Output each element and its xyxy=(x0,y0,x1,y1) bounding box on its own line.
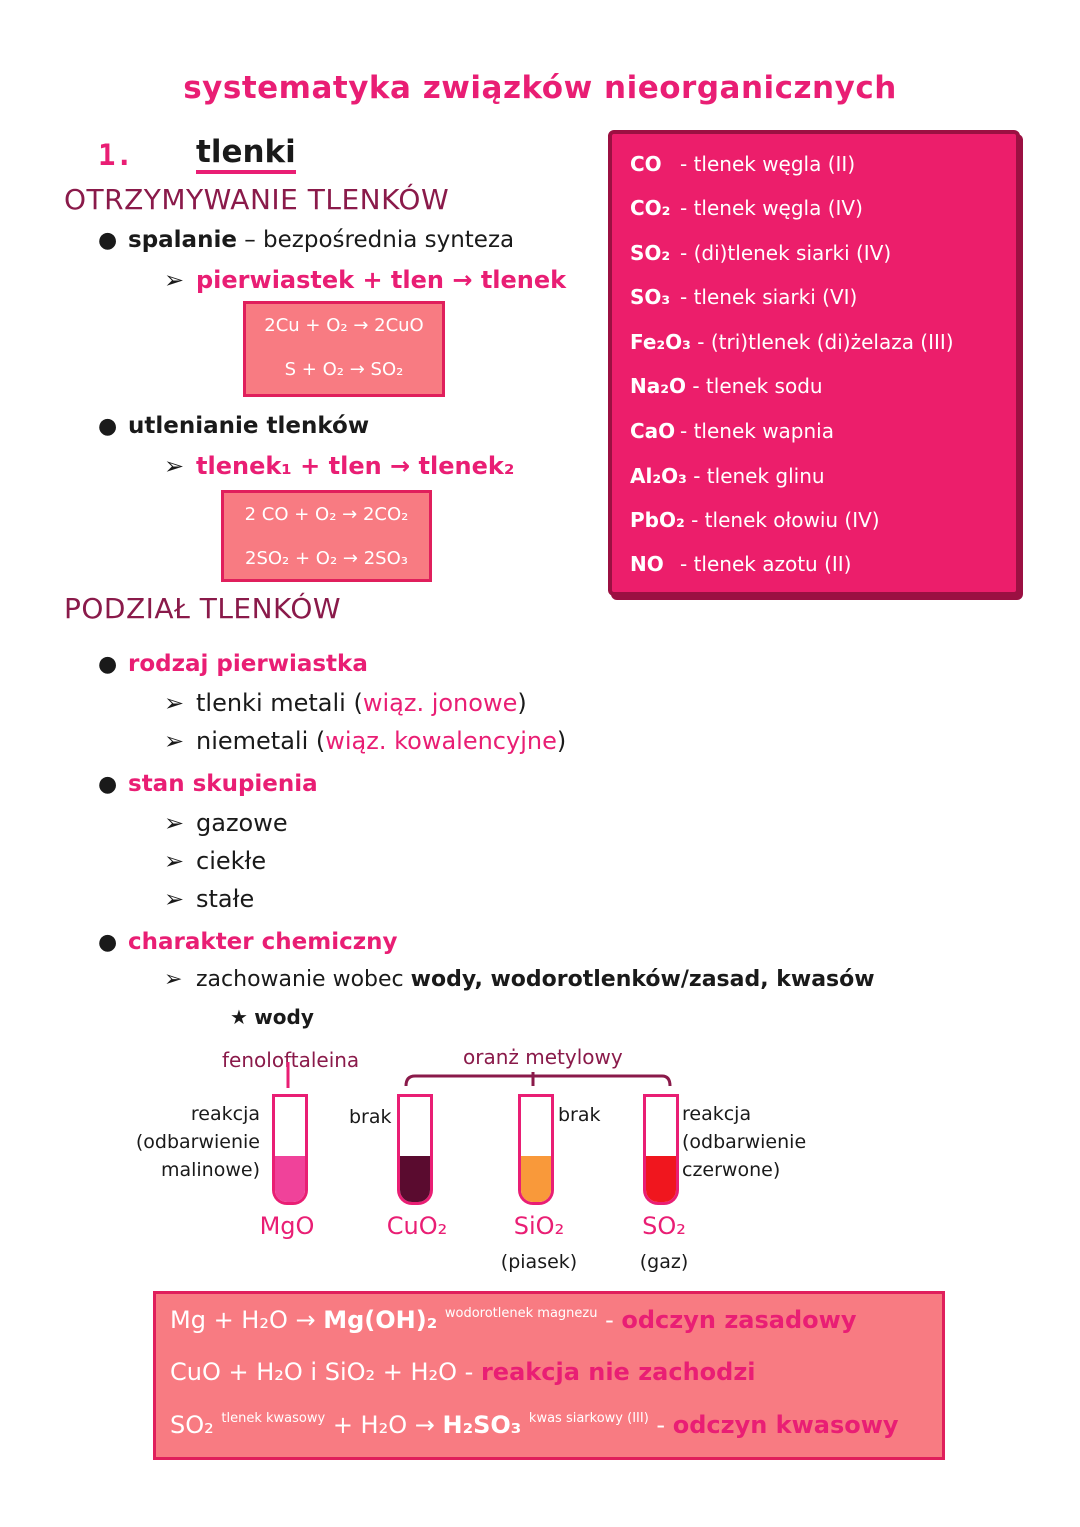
stan-item xyxy=(164,885,254,913)
note-line: (odbarwienie xyxy=(682,1131,807,1153)
bullet-dot: ● xyxy=(98,772,118,797)
text: Mg + H₂O → xyxy=(170,1306,324,1334)
equation: 2Cu + O₂ → 2CuO xyxy=(264,315,424,336)
annotation: wodorotlenek magnezu xyxy=(444,1306,598,1321)
text: - xyxy=(648,1411,673,1439)
bond-type: wiąz. jonowe xyxy=(362,689,518,717)
charakter-title: charakter chemiczny xyxy=(128,929,398,955)
indicator-brackets xyxy=(270,1060,690,1105)
arrow-bullet-icon: ➢ xyxy=(164,847,185,875)
oxide-formula: Na₂O xyxy=(630,374,686,398)
arrow-bullet-icon: ➢ xyxy=(164,885,185,913)
page-title: systematyka związków nieorganicznych xyxy=(183,70,897,106)
stan-title: stan skupienia xyxy=(128,771,318,797)
bullet-spalanie xyxy=(98,227,514,253)
arrow-bullet-icon: ➢ xyxy=(164,266,185,294)
text: ) xyxy=(517,689,527,717)
text: stałe xyxy=(196,885,255,913)
annotation: tlenek kwasowy xyxy=(221,1411,326,1426)
oxide-row xyxy=(630,241,891,265)
brak-note-1: brak xyxy=(349,1106,392,1128)
arrow-bullet-icon: ➢ xyxy=(164,452,185,480)
tube-liquid xyxy=(275,1156,305,1202)
arrow-bullet-icon: ➢ xyxy=(164,967,183,992)
test-tube-sio2 xyxy=(518,1094,554,1205)
oxide-row xyxy=(630,330,954,354)
oxide-name: - tlenek wapnia xyxy=(680,419,834,443)
text: + H₂O → xyxy=(325,1411,443,1439)
arrow-bullet-icon: ➢ xyxy=(164,689,185,717)
indicator-oranz: oranż metylowy xyxy=(463,1045,623,1069)
bullet-dot: ● xyxy=(98,414,118,439)
note-line: (odbarwienie xyxy=(135,1131,260,1153)
arrow-bullet-icon: ➢ xyxy=(164,809,185,837)
summary-row xyxy=(170,1306,856,1334)
rodzaj-item-metale xyxy=(164,689,527,717)
text: SO₂ xyxy=(170,1411,214,1439)
heading-otrzymywanie: OTRZYMYWANIE TLENKÓW xyxy=(64,183,450,216)
charakter-item xyxy=(164,967,875,992)
text: gazowe xyxy=(196,809,288,837)
heading-podzial: PODZIAŁ TLENKÓW xyxy=(64,592,342,625)
section-title-text: tlenki xyxy=(196,134,296,174)
spalanie-rule-text: pierwiastek + tlen → tlenek xyxy=(196,266,567,294)
oxide-formula: CO xyxy=(630,152,662,176)
left-note xyxy=(130,1100,260,1184)
oxide-row xyxy=(630,419,834,443)
text: ) xyxy=(556,727,567,755)
utlenianie-equations xyxy=(221,490,432,582)
tube-liquid xyxy=(521,1156,551,1202)
spalanie-rest: – bezpośrednia synteza xyxy=(236,227,515,253)
arrow-bullet-icon: ➢ xyxy=(164,727,185,755)
text: - xyxy=(597,1306,622,1334)
summary-row xyxy=(170,1411,899,1439)
equation: 2 CO + O₂ → 2CO₂ xyxy=(244,504,409,525)
bond-type: wiąz. kowalencyjne xyxy=(325,727,557,755)
oxide-name: - tlenek ołowiu (IV) xyxy=(691,508,880,532)
tube-label: MgO xyxy=(259,1212,315,1240)
oxide-row xyxy=(630,285,857,309)
star-icon: ★ xyxy=(230,1005,248,1029)
right-note xyxy=(682,1100,806,1184)
highlight: odczyn zasadowy xyxy=(621,1306,857,1334)
stan-item xyxy=(164,809,288,837)
oxide-name: - (tri)tlenek (di)żelaza (III) xyxy=(697,330,954,354)
oxide-formula: CaO xyxy=(630,419,676,443)
text-bold: Mg(OH)₂ xyxy=(323,1306,438,1334)
oxide-row xyxy=(630,374,823,398)
note-line: malinowe) xyxy=(160,1159,260,1181)
rodzaj-title: rodzaj pierwiastka xyxy=(128,651,368,677)
text: zachowanie wobec xyxy=(196,967,411,992)
equation: S + O₂ → SO₂ xyxy=(284,359,404,380)
utlenianie-term: utlenianie tlenków xyxy=(128,413,370,439)
oxide-name: - tlenek siarki (VI) xyxy=(680,285,858,309)
bullet-rodzaj xyxy=(98,651,368,677)
tube-liquid xyxy=(400,1156,430,1202)
tube-label: SiO₂ xyxy=(513,1212,565,1240)
rodzaj-item-niemetale xyxy=(164,727,566,755)
oxide-row xyxy=(630,464,825,488)
tube-sublabel: (piasek) xyxy=(500,1251,578,1273)
oxide-name: - tlenek glinu xyxy=(693,464,825,488)
tube-liquid xyxy=(646,1156,676,1202)
oxide-name: - tlenek sodu xyxy=(692,374,823,398)
spalanie-equations xyxy=(243,301,445,397)
oxide-row xyxy=(630,508,880,532)
stan-item xyxy=(164,847,266,875)
bullet-dot: ● xyxy=(98,652,118,677)
bullet-dot: ● xyxy=(98,930,118,955)
spalanie-rule xyxy=(164,266,566,294)
utlenianie-rule xyxy=(164,452,514,480)
test-tube-mgo xyxy=(272,1094,308,1205)
equation: 2SO₂ + O₂ → 2SO₃ xyxy=(245,548,408,569)
bracket xyxy=(406,1076,670,1086)
oxide-name: - tlenek węgla (IV) xyxy=(680,196,863,220)
text: niemetali ( xyxy=(196,727,326,755)
text: wody xyxy=(254,1005,314,1029)
brak-note-2: brak xyxy=(558,1104,601,1126)
test-tube-so2 xyxy=(643,1094,679,1205)
section-number: 1. xyxy=(98,138,133,172)
test-tube-cuo2 xyxy=(397,1094,433,1205)
note-line: reakcja xyxy=(682,1103,752,1125)
tube-label: CuO₂ xyxy=(386,1212,448,1240)
tube-label: SO₂ xyxy=(642,1212,686,1240)
text-bold: wody, wodorotlenków/zasad, kwasów xyxy=(410,967,875,992)
utlenianie-rule-text: tlenek₁ + tlen → tlenek₂ xyxy=(196,452,515,480)
charakter-star-item xyxy=(230,1005,314,1029)
oxide-formula: PbO₂ xyxy=(630,508,685,532)
summary-box xyxy=(153,1291,945,1460)
oxide-formula: Fe₂O₃ xyxy=(630,330,691,354)
highlight: reakcja nie zachodzi xyxy=(480,1358,756,1386)
oxide-names-box xyxy=(608,130,1020,596)
oxide-formula: Al₂O₃ xyxy=(630,464,687,488)
text: CuO + H₂O i SiO₂ + H₂O - xyxy=(170,1358,481,1386)
indicator-fenoloftaleina: fenoloftaleina xyxy=(222,1048,360,1072)
text: ciekłe xyxy=(196,847,267,875)
tube-sublabel: (gaz) xyxy=(639,1251,689,1273)
bullet-dot: ● xyxy=(98,228,118,253)
oxide-name: - tlenek azotu (II) xyxy=(680,552,852,576)
oxide-row xyxy=(630,552,851,576)
oxide-name: - (di)tlenek siarki (IV) xyxy=(680,241,892,265)
summary-row xyxy=(170,1358,756,1386)
annotation: kwas siarkowy (III) xyxy=(528,1411,649,1426)
text: tlenki metali ( xyxy=(196,689,363,717)
text-bold: H₂SO₃ xyxy=(442,1411,522,1439)
note-line: reakcja xyxy=(190,1103,260,1125)
highlight: odczyn kwasowy xyxy=(672,1411,899,1439)
oxide-formula: CO₂ xyxy=(630,196,671,220)
note-line: czerwone) xyxy=(682,1159,781,1181)
spalanie-term: spalanie xyxy=(128,227,237,253)
oxide-formula: SO₂ xyxy=(630,241,671,265)
oxide-formula: NO xyxy=(630,552,664,576)
section-title xyxy=(196,134,296,170)
bullet-stan xyxy=(98,771,318,797)
bullet-utlenianie xyxy=(98,413,369,439)
oxide-formula: SO₃ xyxy=(630,285,671,309)
oxide-name: - tlenek węgla (II) xyxy=(680,152,856,176)
oxide-row xyxy=(630,196,863,220)
oxide-row xyxy=(630,152,855,176)
bullet-charakter xyxy=(98,929,397,955)
